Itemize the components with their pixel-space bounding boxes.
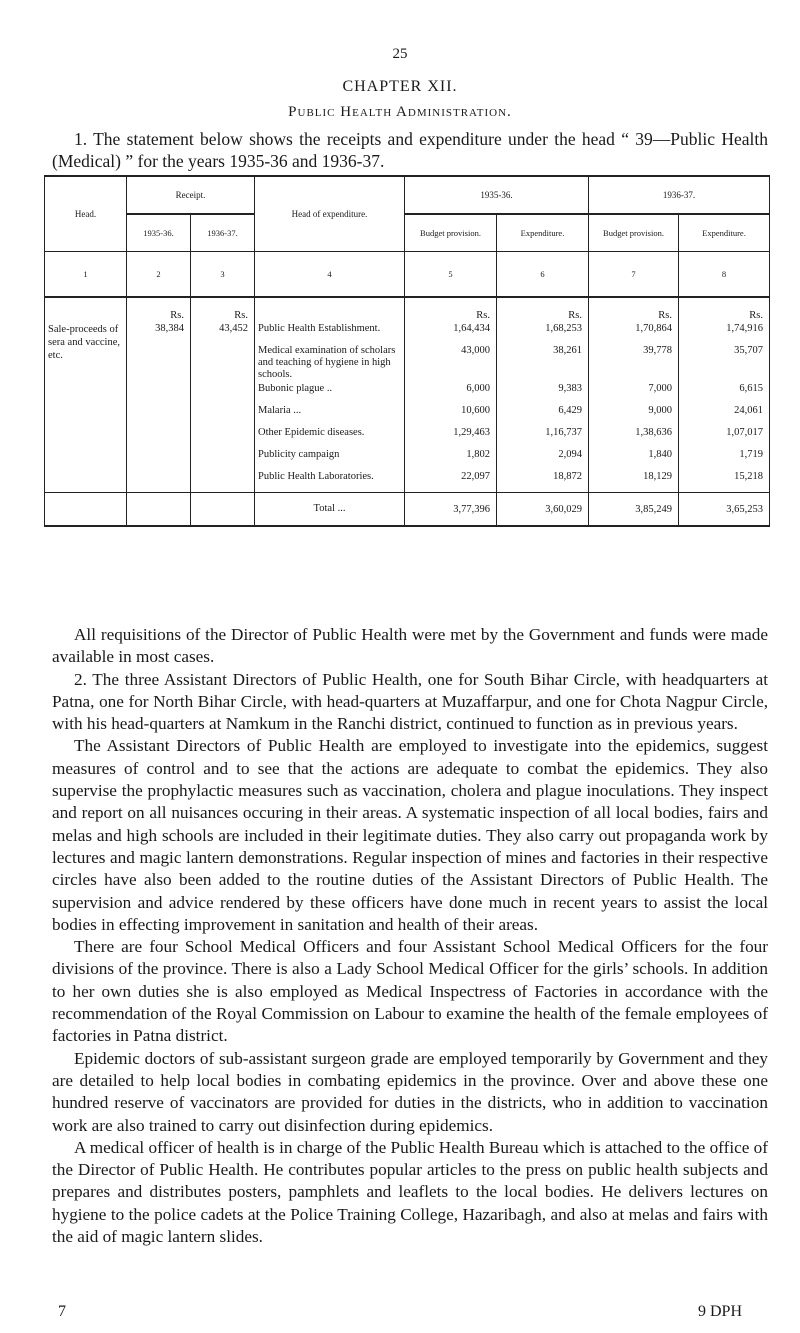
budget-1935-cell: 1,29,463	[405, 426, 497, 448]
col-receipt-header: Receipt.	[127, 176, 255, 214]
expenditure-item: Medical examination of scholars and teaching of hygiene in high schools.	[255, 344, 405, 382]
col-number: 2	[127, 252, 191, 298]
col-1935-36-header: 1935-36.	[405, 176, 589, 214]
col-number: 8	[679, 252, 770, 298]
col-head-header: Head.	[45, 176, 127, 252]
footer-right: 9 DPH	[697, 1303, 742, 1320]
col-number: 6	[497, 252, 589, 298]
paragraph: 2. The three Assistant Directors of Public Health, one for South Bihar Circle, with headquarters at Patna, one for North Bihar Circle, with head-quarters at Muzaffarpur, and one for Chota Nagpur Circle, with his head-quarters at Namkum in the Ranchi district, continued to function as in previous years.	[52, 669, 768, 734]
col-1936-37-header: 1936-37.	[589, 176, 770, 214]
chapter-heading: CHAPTER XII.	[342, 78, 458, 95]
receipt-1936-value: 43,452	[191, 322, 255, 493]
unit-label: Rs.	[405, 297, 497, 322]
paragraph: Epidemic doctors of sub-assistant surgeon grade are employed temporarily by Government and they are detailed to help local bodies in combating epidemics in the province. Over and above these one hundred reserve of vaccinators are provided for duties in the districts, who in addition to vaccination work are also trained to carry out disinfection during epidemics.	[52, 1048, 768, 1135]
page-number: 25	[392, 46, 408, 62]
expenditure-1935-cell: 2,094	[497, 448, 589, 470]
section-title: Public Health Administration.	[288, 104, 512, 120]
budget-1935-cell: 43,000	[405, 344, 497, 382]
budget-1936-cell: 18,129	[589, 470, 679, 493]
budget-1935-cell: 6,000	[405, 382, 497, 404]
total-row	[45, 493, 770, 527]
expenditure-1936-header: Expenditure.	[679, 214, 770, 252]
expenditure-item: Bubonic plague ..	[255, 382, 405, 404]
col-number: 1	[45, 252, 127, 298]
footer-left: 7	[58, 1303, 66, 1320]
expenditure-1935-cell: 1,68,253	[497, 322, 589, 344]
budget-1936-cell: 39,778	[589, 344, 679, 382]
col-head-of-expenditure-header: Head of expenditure.	[255, 176, 405, 252]
expenditure-1936-cell: 6,615	[679, 382, 770, 404]
budget-1935-cell: 1,64,434	[405, 322, 497, 344]
budget-1935-cell: 10,600	[405, 404, 497, 426]
budget-1935-header: Budget provision.	[405, 214, 497, 252]
expenditure-1936-cell: 1,07,017	[679, 426, 770, 448]
expenditure-1935-header: Expenditure.	[497, 214, 589, 252]
budget-1936-header: Budget provision.	[589, 214, 679, 252]
total-expenditure-1936: 3,65,253	[679, 493, 770, 527]
col-number: 4	[255, 252, 405, 298]
intro-paragraph: 1. The statement below shows the receipts and expenditure under the head “ 39—Public Health (Medical) ” for the years 1935-36 and 1936-37.	[52, 129, 768, 171]
expenditure-1936-cell: 1,719	[679, 448, 770, 470]
unit-label: Rs.	[497, 297, 589, 322]
budget-1936-cell: 1,840	[589, 448, 679, 470]
expenditure-item: Publicity campaign	[255, 448, 405, 470]
unit-label: Rs.	[127, 297, 191, 322]
table-row	[45, 322, 770, 344]
total-label: Total ...	[255, 493, 405, 527]
paragraph: A medical officer of health is in charge of the Public Health Bureau which is attached to the office of the Director of Public Health. He contributes popular articles to the press on public health subjects and prepares and distributes posters, pamphlets and leaflets to the local bodies. He delivers lectures on hygiene to the police cadets at the Police Training College, Hazaribagh, and also at melas and fairs with the aid of magic lantern slides.	[52, 1137, 768, 1247]
unit-label: Rs.	[589, 297, 679, 322]
budget-1936-cell: 1,70,864	[589, 322, 679, 344]
col-number: 3	[191, 252, 255, 298]
budget-1936-cell: 1,38,636	[589, 426, 679, 448]
col-number: 7	[589, 252, 679, 298]
expenditure-1935-cell: 38,261	[497, 344, 589, 382]
budget-1936-cell: 9,000	[589, 404, 679, 426]
unit-label: Rs.	[191, 297, 255, 322]
expenditure-1935-cell: 18,872	[497, 470, 589, 493]
receipt-1935-value: 38,384	[127, 322, 191, 493]
paragraph: The Assistant Directors of Public Health are employed to investigate into the epidemics, suggest measures of control and to see that the actions are adequate to combat the epidemics. They also supervise the prophylactic measures such as vaccination, cholera and plague inoculations. They inspect and report on all nuisances occuring in their areas. A systematic inspection of all local bodies, fairs and melas and high schools are included in their legitimate duties. They also carry out propaganda work by lectures and magic lantern demonstrations. Regular inspection of mines and factories in their respective circles have also been added to the routine duties of the Assistant Directors of Public Health. The supervision and advice rendered by these officers have done much in recent years to assist the local bodies in effecting improvement in sanitation and health of their areas.	[52, 736, 768, 934]
expenditure-item: Malaria ...	[255, 404, 405, 426]
expenditure-1935-cell: 9,383	[497, 382, 589, 404]
expenditure-1936-cell: 1,74,916	[679, 322, 770, 344]
expenditure-1936-cell: 35,707	[679, 344, 770, 382]
total-budget-1936: 3,85,249	[589, 493, 679, 527]
total-expenditure-1935: 3,60,029	[497, 493, 589, 527]
expenditure-item: Other Epidemic diseases.	[255, 426, 405, 448]
budget-1935-cell: 22,097	[405, 470, 497, 493]
expenditure-1935-cell: 1,16,737	[497, 426, 589, 448]
receipt-1935-header: 1935-36.	[127, 214, 191, 252]
expenditure-item: Public Health Laboratories.	[255, 470, 405, 493]
receipts-expenditure-table	[44, 175, 770, 527]
body-text	[52, 624, 768, 1248]
expenditure-1936-cell: 24,061	[679, 404, 770, 426]
budget-1936-cell: 7,000	[589, 382, 679, 404]
head-value: Sale-proceeds of sera and vaccine, etc.	[45, 322, 127, 493]
unit-label: Rs.	[679, 297, 770, 322]
budget-1935-cell: 1,802	[405, 448, 497, 470]
paragraph: There are four School Medical Officers and four Assistant School Medical Officers for the four divisions of the province. There is also a Lady School Medical Officer for the girls’ schools. In addition to her own duties she is also employed as Medical Inspectress of Factories in accordance with the recommendation of the Royal Commission on Labour to examine the health of the female employees of factories in Patna district.	[52, 937, 768, 1046]
paragraph: All requisitions of the Director of Public Health were met by the Government and funds were made available in most cases.	[52, 625, 768, 667]
expenditure-1936-cell: 15,218	[679, 470, 770, 493]
receipt-1936-header: 1936-37.	[191, 214, 255, 252]
expenditure-1935-cell: 6,429	[497, 404, 589, 426]
col-number: 5	[405, 252, 497, 298]
total-budget-1935: 3,77,396	[405, 493, 497, 527]
expenditure-item: Public Health Establishment.	[255, 322, 405, 344]
